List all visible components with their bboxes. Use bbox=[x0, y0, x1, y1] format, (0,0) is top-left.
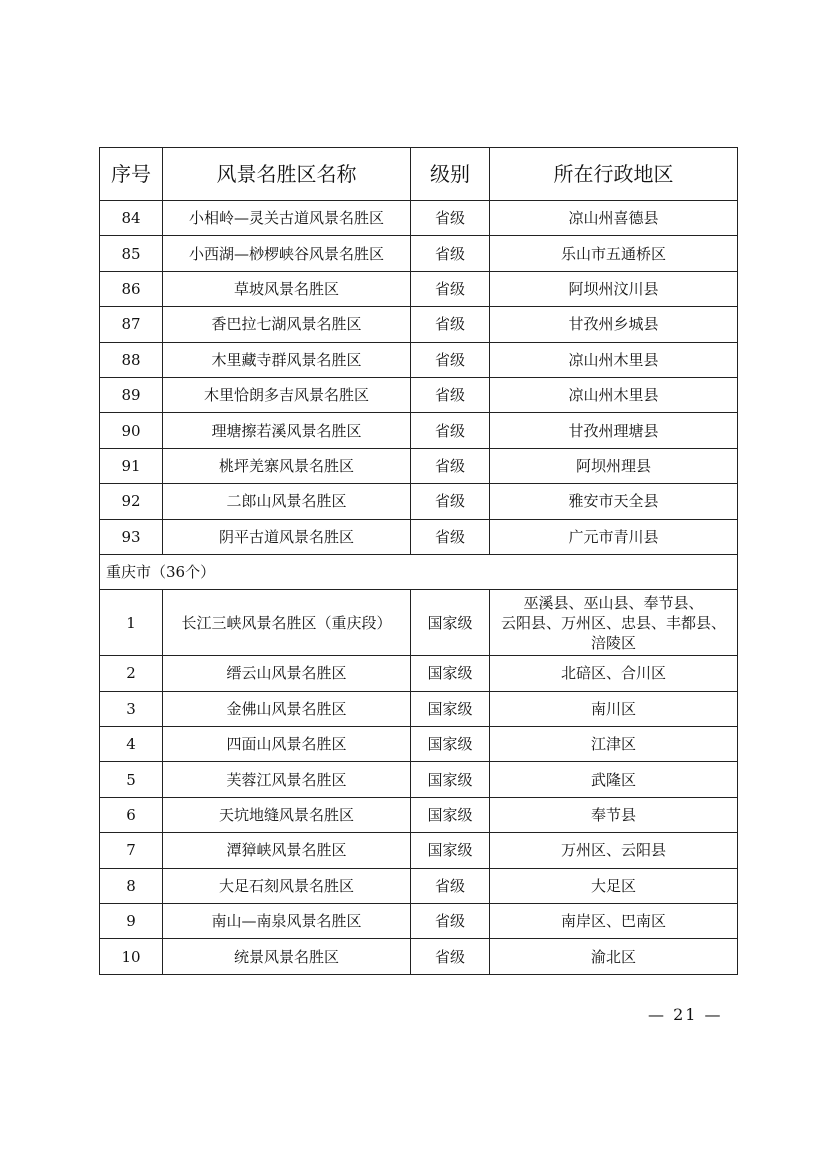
cell-serial-no: 3 bbox=[100, 691, 163, 726]
cell-region: 南川区 bbox=[490, 691, 738, 726]
cell-region: 江津区 bbox=[490, 727, 738, 762]
cell-level: 国家级 bbox=[411, 656, 490, 691]
cell-serial-no: 7 bbox=[100, 833, 163, 868]
table-row bbox=[100, 413, 738, 448]
table-row bbox=[100, 939, 738, 974]
cell-region: 阿坝州汶川县 bbox=[490, 271, 738, 306]
table-row bbox=[100, 797, 738, 832]
cell-level: 省级 bbox=[411, 307, 490, 342]
table-row bbox=[100, 271, 738, 306]
region-line-group bbox=[501, 593, 726, 653]
cell-level: 省级 bbox=[411, 342, 490, 377]
cell-level: 省级 bbox=[411, 413, 490, 448]
table-row bbox=[100, 519, 738, 554]
table-row bbox=[100, 307, 738, 342]
cell-region: 乐山市五通桥区 bbox=[490, 236, 738, 271]
cell-level: 省级 bbox=[411, 271, 490, 306]
cell-area-name: 阴平古道风景名胜区 bbox=[163, 519, 411, 554]
cell-region bbox=[490, 590, 738, 656]
table-row bbox=[100, 691, 738, 726]
cell-level: 国家级 bbox=[411, 727, 490, 762]
cell-region: 奉节县 bbox=[490, 797, 738, 832]
cell-region: 雅安市天全县 bbox=[490, 484, 738, 519]
cell-region: 甘孜州理塘县 bbox=[490, 413, 738, 448]
cell-serial-no: 9 bbox=[100, 904, 163, 939]
cell-serial-no: 84 bbox=[100, 201, 163, 236]
cell-serial-no: 85 bbox=[100, 236, 163, 271]
cell-area-name: 金佛山风景名胜区 bbox=[163, 691, 411, 726]
header-level: 级别 bbox=[411, 148, 490, 201]
cell-area-name: 潭獐峡风景名胜区 bbox=[163, 833, 411, 868]
cell-serial-no: 86 bbox=[100, 271, 163, 306]
region-line: 涪陵区 bbox=[590, 633, 636, 652]
scenic-areas-table bbox=[99, 147, 738, 975]
cell-area-name: 桃坪羌寨风景名胜区 bbox=[163, 448, 411, 483]
cell-region: 南岸区、巴南区 bbox=[490, 904, 738, 939]
table-row bbox=[100, 656, 738, 691]
cell-area-name: 理塘擦若溪风景名胜区 bbox=[163, 413, 411, 448]
cell-level: 省级 bbox=[411, 868, 490, 903]
cell-region: 广元市青川县 bbox=[490, 519, 738, 554]
cell-level: 省级 bbox=[411, 484, 490, 519]
cell-serial-no: 92 bbox=[100, 484, 163, 519]
table-row bbox=[100, 342, 738, 377]
cell-level: 国家级 bbox=[411, 590, 490, 656]
section-label: 重庆市（36个） bbox=[100, 554, 738, 589]
cell-area-name: 统景风景名胜区 bbox=[163, 939, 411, 974]
cell-level: 省级 bbox=[411, 448, 490, 483]
table-header-row bbox=[100, 148, 738, 201]
table-row bbox=[100, 377, 738, 412]
region-line: 巫溪县、巫山县、奉节县、 bbox=[523, 593, 704, 612]
table-row bbox=[100, 590, 738, 656]
cell-serial-no: 91 bbox=[100, 448, 163, 483]
cell-serial-no: 10 bbox=[100, 939, 163, 974]
cell-level: 国家级 bbox=[411, 762, 490, 797]
cell-area-name: 二郎山风景名胜区 bbox=[163, 484, 411, 519]
cell-level: 省级 bbox=[411, 939, 490, 974]
table-row bbox=[100, 448, 738, 483]
page-number: — 21 — bbox=[648, 1005, 723, 1024]
cell-level: 国家级 bbox=[411, 691, 490, 726]
header-region: 所在行政地区 bbox=[490, 148, 738, 201]
region-line: 云阳县、万州区、忠县、丰都县、 bbox=[500, 613, 726, 632]
cell-serial-no: 2 bbox=[100, 656, 163, 691]
cell-level: 国家级 bbox=[411, 797, 490, 832]
cell-area-name: 木里恰朗多吉风景名胜区 bbox=[163, 377, 411, 412]
table-row bbox=[100, 762, 738, 797]
cell-area-name: 天坑地缝风景名胜区 bbox=[163, 797, 411, 832]
cell-area-name: 长江三峡风景名胜区（重庆段） bbox=[163, 590, 411, 656]
cell-region: 武隆区 bbox=[490, 762, 738, 797]
cell-serial-no: 5 bbox=[100, 762, 163, 797]
cell-area-name: 南山—南泉风景名胜区 bbox=[163, 904, 411, 939]
cell-area-name: 木里藏寺群风景名胜区 bbox=[163, 342, 411, 377]
header-serial-no: 序号 bbox=[100, 148, 163, 201]
table-row bbox=[100, 484, 738, 519]
cell-area-name: 缙云山风景名胜区 bbox=[163, 656, 411, 691]
cell-serial-no: 8 bbox=[100, 868, 163, 903]
cell-area-name: 香巴拉七湖风景名胜区 bbox=[163, 307, 411, 342]
cell-region: 凉山州木里县 bbox=[490, 377, 738, 412]
cell-region: 凉山州喜德县 bbox=[490, 201, 738, 236]
table-row bbox=[100, 868, 738, 903]
cell-area-name: 小相岭—灵关古道风景名胜区 bbox=[163, 201, 411, 236]
table-row bbox=[100, 201, 738, 236]
table-row bbox=[100, 727, 738, 762]
cell-region: 大足区 bbox=[490, 868, 738, 903]
cell-area-name: 芙蓉江风景名胜区 bbox=[163, 762, 411, 797]
cell-serial-no: 4 bbox=[100, 727, 163, 762]
cell-area-name: 大足石刻风景名胜区 bbox=[163, 868, 411, 903]
cell-region: 凉山州木里县 bbox=[490, 342, 738, 377]
cell-region: 甘孜州乡城县 bbox=[490, 307, 738, 342]
cell-region: 万州区、云阳县 bbox=[490, 833, 738, 868]
cell-region: 渝北区 bbox=[490, 939, 738, 974]
cell-serial-no: 1 bbox=[100, 590, 163, 656]
cell-level: 省级 bbox=[411, 519, 490, 554]
cell-serial-no: 90 bbox=[100, 413, 163, 448]
cell-area-name: 草坡风景名胜区 bbox=[163, 271, 411, 306]
table-row bbox=[100, 904, 738, 939]
cell-level: 省级 bbox=[411, 904, 490, 939]
cell-level: 国家级 bbox=[411, 833, 490, 868]
cell-serial-no: 89 bbox=[100, 377, 163, 412]
cell-region: 北碚区、合川区 bbox=[490, 656, 738, 691]
cell-serial-no: 93 bbox=[100, 519, 163, 554]
cell-serial-no: 88 bbox=[100, 342, 163, 377]
cell-region: 阿坝州理县 bbox=[490, 448, 738, 483]
cell-serial-no: 87 bbox=[100, 307, 163, 342]
table-row bbox=[100, 236, 738, 271]
table-row bbox=[100, 833, 738, 868]
cell-level: 省级 bbox=[411, 236, 490, 271]
cell-level: 省级 bbox=[411, 377, 490, 412]
cell-area-name: 小西湖—桫椤峡谷风景名胜区 bbox=[163, 236, 411, 271]
header-area-name: 风景名胜区名称 bbox=[163, 148, 411, 201]
section-row-chongqing bbox=[100, 554, 738, 589]
cell-area-name: 四面山风景名胜区 bbox=[163, 727, 411, 762]
cell-serial-no: 6 bbox=[100, 797, 163, 832]
cell-level: 省级 bbox=[411, 201, 490, 236]
